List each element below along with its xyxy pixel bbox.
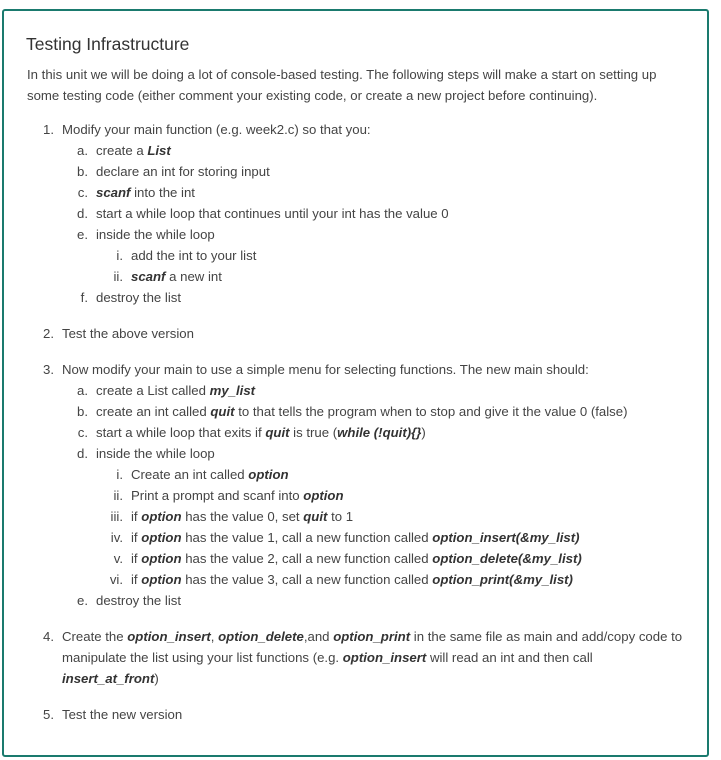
code-term: List — [147, 143, 171, 158]
code-term: my_list — [209, 383, 256, 398]
step-1-number: 1. — [43, 122, 54, 137]
code-term: option_delete — [218, 629, 304, 644]
code-term: quit — [265, 425, 290, 440]
code-term: quit — [303, 509, 328, 524]
code-term: scanf — [131, 269, 166, 284]
code-term: option_print — [333, 629, 411, 644]
code-term: option — [141, 551, 182, 566]
code-term: option_insert(&my_list) — [432, 530, 580, 545]
code-term: option — [141, 530, 182, 545]
code-term: option — [141, 509, 182, 524]
code-term: option_delete(&my_list) — [432, 551, 582, 566]
intro-paragraph: In this unit we will be doing a lot of console-based testing. The following steps will make a start on setting up some testing code (either comment your existing code, or create a new project before continuing). — [27, 67, 657, 103]
code-term: option — [141, 572, 182, 587]
code-term: option — [303, 488, 344, 503]
step-1-text: Modify your main function (e.g. week2.c) so that you: — [62, 122, 371, 137]
code-term: option — [248, 467, 289, 482]
code-term: insert_at_front — [62, 671, 155, 686]
code-term: option_insert — [127, 629, 211, 644]
code-term: option_insert — [342, 650, 427, 665]
code-term: quit — [210, 404, 235, 419]
code-term: scanf — [96, 185, 131, 200]
page-title: Testing Infrastructure — [26, 34, 190, 54]
code-term: while (!quit){} — [337, 425, 422, 440]
code-term: option_print(&my_list) — [432, 572, 573, 587]
